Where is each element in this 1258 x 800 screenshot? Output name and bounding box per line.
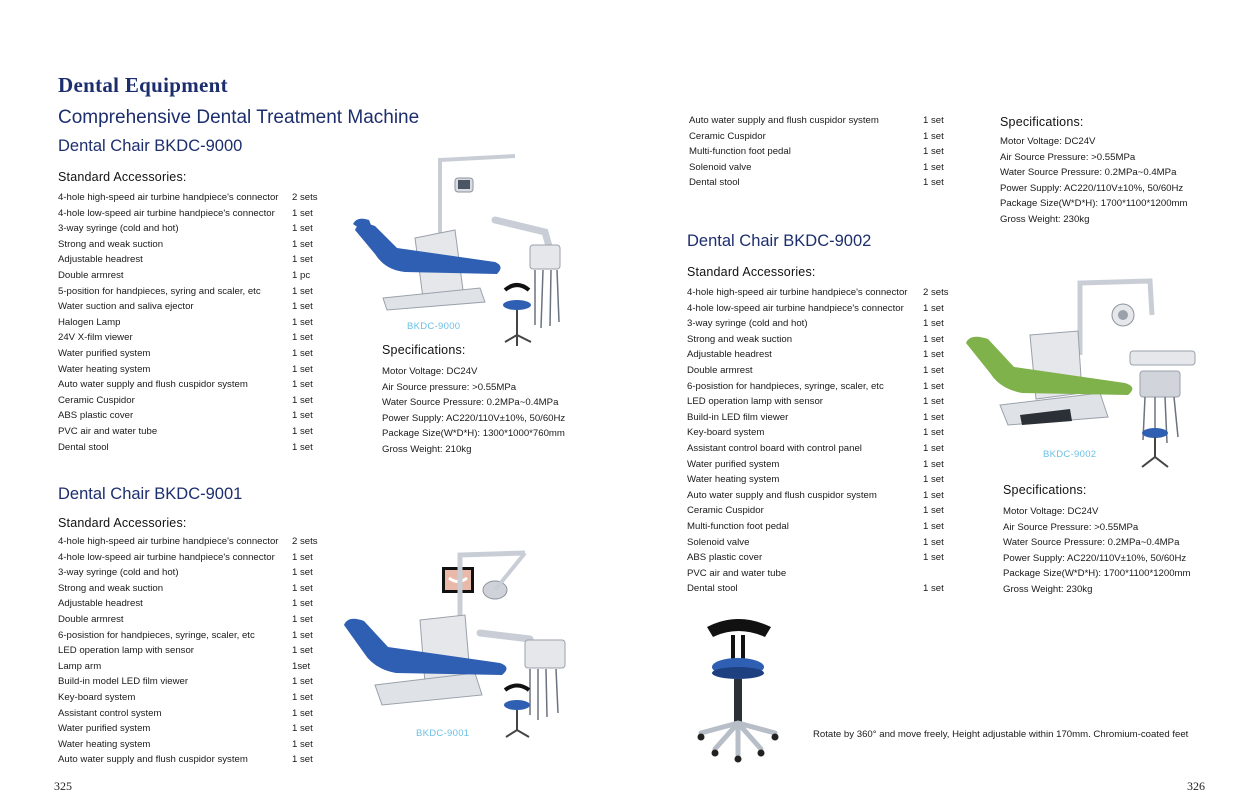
accessory-row — [58, 721, 348, 737]
accessory-name: Adjustable headrest — [687, 349, 772, 361]
accessory-row — [687, 535, 957, 551]
chair-9001-specs-list — [1000, 134, 1188, 228]
accessory-name: Strong and weak suction — [687, 333, 793, 345]
accessory-name: Build-in model LED film viewer — [58, 676, 189, 688]
accessory-name: Solenoid valve — [689, 161, 752, 173]
accessory-qty: 1 set — [923, 505, 944, 517]
accessory-row — [687, 519, 957, 535]
accessory-row — [689, 129, 959, 145]
accessory-name: Auto water supply and flush cuspidor system — [689, 115, 879, 126]
accessory-qty: 1 set — [923, 411, 944, 423]
spec-line: Water Source Pressure: 0.2MPa~0.4MPa — [1003, 537, 1180, 549]
chair-9001-accessories-list — [58, 534, 348, 768]
accessory-qty: 2 sets — [923, 287, 949, 298]
accessory-name: Key-board system — [58, 691, 136, 703]
accessory-qty: 1 set — [923, 161, 944, 173]
accessory-qty: 1 set — [292, 582, 313, 594]
accessory-row — [58, 752, 348, 768]
accessory-row — [687, 332, 957, 348]
chair-9000-specs-list — [382, 364, 565, 458]
accessory-qty: 1 set — [292, 723, 313, 735]
accessory-name: Build-in LED film viewer — [687, 411, 789, 423]
chair-9002-specs-list — [1003, 504, 1191, 598]
accessory-name: Water purified system — [58, 347, 151, 359]
accessory-qty: 1 set — [292, 551, 313, 563]
accessory-name: Multi-function foot pedal — [687, 520, 789, 532]
accessory-name: Water purified system — [687, 458, 780, 470]
accessory-qty: 1 set — [292, 254, 313, 266]
accessory-qty: 1 set — [292, 223, 313, 235]
spec-line: Motor Voltage: DC24V — [1000, 136, 1096, 147]
accessory-qty: 1 set — [292, 425, 313, 437]
accessory-name: Multi-function foot pedal — [689, 146, 791, 158]
spec-line: Gross Weight: 230kg — [1000, 213, 1090, 225]
spec-line: Package Size(W*D*H): 1700*1100*1200mm — [1000, 198, 1188, 210]
chair-9000-accessories-heading: Standard Accessories: — [58, 170, 187, 184]
accessory-row — [687, 581, 957, 597]
stool-note: Rotate by 360° and move freely, Height adjustable within 170mm. Chromium-coated feet — [813, 729, 1189, 740]
page-number-right: 326 — [1187, 779, 1205, 793]
accessory-row — [687, 347, 957, 363]
accessory-row — [689, 175, 959, 191]
accessory-name: Strong and weak suction — [58, 582, 164, 594]
chair-9000-specs-heading: Specifications: — [382, 343, 466, 357]
accessory-qty: 1 set — [923, 130, 944, 142]
chair-9002-title: Dental Chair BKDC-9002 — [687, 232, 872, 250]
accessory-qty: 1 set — [923, 380, 944, 392]
accessory-row — [687, 363, 957, 379]
accessory-row — [687, 472, 957, 488]
accessory-qty: 1 set — [923, 396, 944, 408]
accessory-row — [58, 315, 348, 331]
accessory-name: Water heating system — [58, 738, 151, 750]
accessory-name: Key-board system — [687, 427, 765, 439]
accessory-name: PVC air and water tube — [58, 425, 158, 437]
accessory-qty: 1 set — [923, 349, 944, 361]
accessory-qty: 1 set — [292, 598, 313, 610]
chair-9002-accessories-list — [687, 285, 957, 597]
spec-line: Air Source Pressure: >0.55MPa — [1000, 151, 1136, 163]
chair-9001-image-caption: BKDC-9001 — [416, 728, 470, 739]
accessory-row — [58, 237, 348, 253]
accessory-row — [687, 316, 957, 332]
accessory-row — [58, 346, 348, 362]
accessory-qty: 1 set — [923, 520, 944, 532]
accessory-qty: 1 set — [923, 177, 944, 189]
accessory-row — [58, 612, 348, 628]
accessory-row — [58, 408, 348, 424]
accessory-name: Ceramic Cuspidor — [58, 394, 135, 406]
spec-line: Package Size(W*D*H): 1700*1100*1200mm — [1003, 568, 1191, 580]
accessory-row — [58, 190, 348, 206]
accessory-row — [58, 362, 348, 378]
accessory-row — [58, 581, 348, 597]
page-number-left: 325 — [54, 779, 72, 793]
accessory-name: Water suction and saliva ejector — [58, 301, 194, 313]
accessory-name: 6-posistion for handpieces, syringe, scaler, etc — [58, 629, 255, 641]
accessory-row — [687, 550, 957, 566]
accessory-row — [689, 160, 959, 176]
accessory-name: 3-way syringe (cold and hot) — [58, 223, 179, 235]
accessory-qty: 2 sets — [292, 536, 318, 547]
accessory-qty: 1 set — [292, 363, 313, 375]
accessory-row — [687, 566, 957, 582]
accessory-row — [687, 503, 957, 519]
accessory-name: Double armrest — [58, 613, 124, 625]
chair-9000-accessories-list — [58, 190, 348, 455]
accessory-name: 24V X-film viewer — [58, 332, 133, 344]
accessory-name: 4-hole low-speed air turbine handpiece's connector — [687, 302, 904, 314]
accessory-row — [58, 534, 348, 550]
accessory-row — [58, 252, 348, 268]
accessory-row — [58, 706, 348, 722]
accessory-name: Auto water supply and flush cuspidor system — [58, 754, 248, 766]
accessory-qty: 1 set — [292, 567, 313, 579]
accessory-name: Strong and weak suction — [58, 238, 164, 250]
accessory-qty: 1 set — [292, 379, 313, 391]
chair-9001-accessories-continued — [689, 113, 959, 191]
accessory-qty: 1 set — [923, 583, 944, 595]
accessory-qty: 1 set — [923, 333, 944, 345]
accessory-qty: 1 set — [292, 613, 313, 625]
accessory-name: Water heating system — [687, 474, 780, 486]
accessory-row — [58, 299, 348, 315]
accessory-qty: 1 set — [292, 629, 313, 641]
accessory-row — [687, 301, 957, 317]
spec-line: Motor Voltage: DC24V — [382, 366, 478, 377]
accessory-qty: 1 set — [923, 427, 944, 439]
accessory-name: 3-way syringe (cold and hot) — [58, 567, 179, 579]
accessory-qty: 1 set — [923, 302, 944, 314]
accessory-name: Halogen Lamp — [58, 316, 121, 328]
accessory-row — [58, 628, 348, 644]
accessory-row — [58, 206, 348, 222]
accessory-qty: 1 set — [923, 474, 944, 486]
accessory-name: Dental stool — [687, 583, 738, 595]
dental-chair-9002-image — [960, 275, 1205, 475]
spec-line: Power Supply: AC220/110V±10%, 50/60Hz — [382, 412, 566, 424]
chair-9002-image-caption: BKDC-9002 — [1043, 449, 1097, 460]
spec-line: Air Source Pressure: >0.55MPa — [1003, 521, 1139, 533]
accessory-qty: 1 set — [292, 441, 313, 453]
accessory-name: Lamp arm — [58, 660, 102, 672]
accessory-qty: 1 set — [292, 754, 313, 766]
accessory-row — [58, 284, 348, 300]
accessory-name: 4-hole high-speed air turbine handpiece's connector — [58, 536, 279, 547]
accessory-row — [687, 488, 957, 504]
accessory-row — [58, 550, 348, 566]
accessory-qty: 1 set — [292, 316, 313, 328]
accessory-row — [58, 643, 348, 659]
accessory-name: 4-hole high-speed air turbine handpiece's connector — [58, 192, 279, 203]
accessory-name: PVC air and water tube — [687, 567, 787, 579]
accessory-row — [687, 285, 957, 301]
accessory-name: Water purified system — [58, 723, 151, 735]
accessory-qty: 1 set — [923, 536, 944, 548]
accessory-row — [687, 410, 957, 426]
accessory-row — [58, 674, 348, 690]
accessory-row — [689, 113, 959, 129]
accessory-qty: 1 set — [292, 207, 313, 219]
accessory-name: Adjustable headrest — [58, 598, 143, 610]
accessory-row — [58, 690, 348, 706]
accessory-name: 3-way syringe (cold and hot) — [687, 318, 808, 330]
accessory-qty: 1 set — [923, 364, 944, 376]
accessory-qty: 1 set — [292, 301, 313, 313]
accessory-row — [58, 330, 348, 346]
accessory-qty: 1 set — [292, 676, 313, 688]
accessory-row — [58, 221, 348, 237]
accessory-name: Assistant control board with control panel — [687, 442, 862, 454]
accessory-qty: 1 set — [292, 285, 313, 297]
accessory-row — [687, 441, 957, 457]
accessory-name: Adjustable headrest — [58, 254, 143, 266]
accessory-name: ABS plastic cover — [58, 410, 134, 422]
accessory-qty: 2 sets — [292, 192, 318, 203]
accessory-qty: 1 set — [923, 318, 944, 330]
accessory-name: Ceramic Cuspidor — [689, 130, 766, 142]
accessory-qty: 1 set — [923, 489, 944, 501]
accessory-name: Auto water supply and flush cuspidor system — [687, 489, 877, 501]
accessory-row — [687, 457, 957, 473]
chair-9000-title: Dental Chair BKDC-9000 — [58, 137, 243, 155]
accessory-qty: 1 set — [292, 347, 313, 359]
accessory-name: Solenoid valve — [687, 536, 750, 548]
spec-line: Gross Weight: 230kg — [1003, 583, 1093, 595]
accessory-name: ABS plastic cover — [687, 552, 763, 564]
accessory-name: 6-posistion for handpieces, syringe, scaler, etc — [687, 380, 884, 392]
accessory-name: Ceramic Cuspidor — [687, 505, 764, 517]
chair-9001-accessories-heading: Standard Accessories: — [58, 516, 187, 530]
accessory-qty: 1set — [292, 660, 311, 672]
accessory-name: Double armrest — [58, 269, 124, 281]
accessory-qty: 1 set — [292, 332, 313, 344]
accessory-name: LED operation lamp with sensor — [58, 645, 194, 657]
dental-stool-image — [693, 615, 783, 765]
chair-9002-specs-heading: Specifications: — [1003, 483, 1087, 497]
spec-line: Power Supply: AC220/110V±10%, 50/60Hz — [1003, 552, 1187, 564]
spec-line: Power Supply: AC220/110V±10%, 50/60Hz — [1000, 182, 1184, 194]
dental-chair-9001-image — [330, 545, 585, 745]
accessory-name: 4-hole high-speed air turbine handpiece's connector — [687, 287, 908, 298]
accessory-name: Auto water supply and flush cuspidor system — [58, 379, 248, 391]
accessory-row — [58, 659, 348, 675]
accessory-row — [58, 424, 348, 440]
accessory-qty: 1 set — [923, 442, 944, 454]
accessory-name: 5-position for handpieces, syring and scaler, etc — [58, 285, 261, 297]
accessory-qty: 1 set — [923, 458, 944, 470]
accessory-row — [58, 565, 348, 581]
accessory-row — [687, 394, 957, 410]
accessory-row — [58, 737, 348, 753]
accessory-name: Double armrest — [687, 364, 753, 376]
chair-9000-image-caption: BKDC-9000 — [407, 321, 461, 332]
spec-line: Gross Weight: 210kg — [382, 443, 472, 455]
accessory-qty: 1 set — [292, 691, 313, 703]
accessory-row — [58, 596, 348, 612]
main-title: Comprehensive Dental Treatment Machine — [58, 107, 420, 128]
spec-line: Air Source pressure: >0.55MPa — [382, 381, 517, 393]
accessory-row — [687, 379, 957, 395]
accessory-qty: 1 set — [292, 410, 313, 422]
chair-9002-accessories-heading: Standard Accessories: — [687, 265, 816, 279]
accessory-qty: 1 set — [923, 552, 944, 564]
accessory-qty: 1 set — [923, 146, 944, 158]
accessory-name: LED operation lamp with sensor — [687, 396, 823, 408]
category-title: Dental Equipment — [58, 73, 228, 97]
accessory-row — [58, 440, 348, 456]
spec-line: Motor Voltage: DC24V — [1003, 506, 1099, 517]
accessory-qty: 1 set — [292, 738, 313, 750]
chair-9001-specs-heading: Specifications: — [1000, 115, 1084, 129]
accessory-qty: 1 set — [923, 115, 944, 126]
accessory-name: Dental stool — [689, 177, 740, 189]
accessory-name: Dental stool — [58, 441, 109, 453]
accessory-qty: 1 set — [292, 645, 313, 657]
accessory-row — [689, 144, 959, 160]
accessory-row — [58, 393, 348, 409]
accessory-name: Water heating system — [58, 363, 151, 375]
accessory-qty: 1 set — [292, 707, 313, 719]
accessory-name: 4-hole low-speed air turbine handpiece's connector — [58, 207, 275, 219]
accessory-qty: 1 set — [292, 394, 313, 406]
dental-chair-9000-image — [345, 150, 575, 350]
spec-line: Water Source Pressure: 0.2MPa~0.4MPa — [382, 397, 559, 409]
accessory-row — [687, 425, 957, 441]
accessory-name: 4-hole low-speed air turbine handpiece's connector — [58, 551, 275, 563]
accessory-qty: 1 set — [292, 238, 313, 250]
accessory-qty: 1 pc — [292, 269, 311, 281]
chair-9001-title: Dental Chair BKDC-9001 — [58, 485, 243, 503]
accessory-name: Assistant control system — [58, 707, 162, 719]
spec-line: Water Source Pressure: 0.2MPa~0.4MPa — [1000, 167, 1177, 179]
accessory-row — [58, 268, 348, 284]
spec-line: Package Size(W*D*H): 1300*1000*760mm — [382, 428, 565, 440]
accessory-row — [58, 377, 348, 393]
